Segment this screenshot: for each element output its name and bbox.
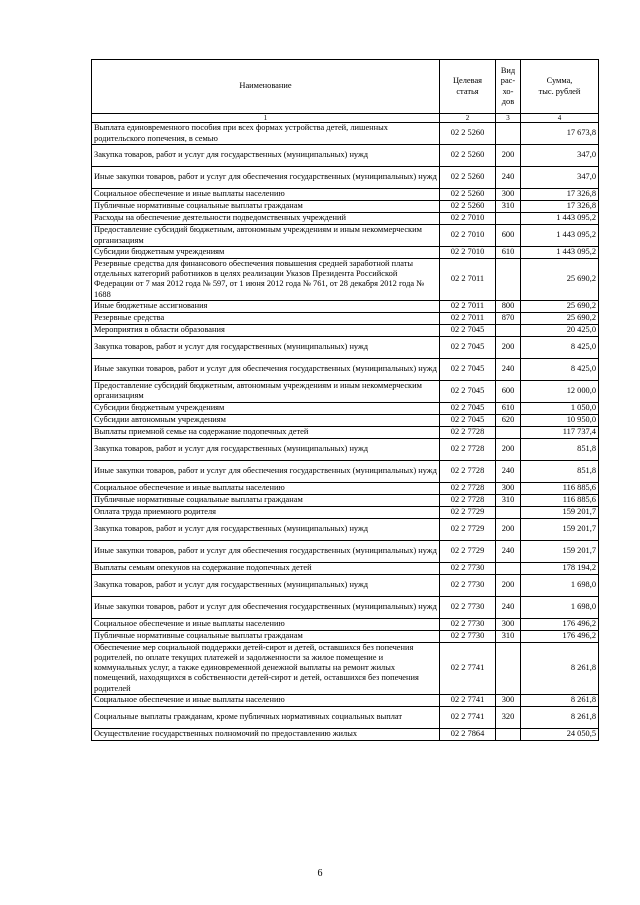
- row-vid: 320: [496, 706, 521, 728]
- row-name: Публичные нормативные социальные выплаты гражданам: [92, 630, 440, 642]
- row-code: 02 2 7045: [440, 336, 496, 358]
- row-name: Выплата единовременного пособия при всех формах устройства детей, лишенных родительского попечения, в семью: [92, 123, 440, 145]
- row-code: 02 2 7730: [440, 596, 496, 618]
- row-code: 02 2 7011: [440, 259, 496, 301]
- row-code: 02 2 7011: [440, 300, 496, 312]
- row-code: 02 2 7730: [440, 618, 496, 630]
- row-sum: 176 496,2: [521, 618, 599, 630]
- table-row: [92, 225, 599, 247]
- row-name: Субсидии автономным учреждениям: [92, 414, 440, 426]
- row-name: Социальное обеспечение и иные выплаты населению: [92, 482, 440, 494]
- column-number-row: [92, 114, 599, 123]
- table-row: [92, 336, 599, 358]
- row-sum: 12 000,0: [521, 380, 599, 402]
- table-row: [92, 426, 599, 438]
- row-name: Иные закупки товаров, работ и услуг для обеспечения государственных (муниципальных) нужд: [92, 596, 440, 618]
- row-code: 02 2 7730: [440, 562, 496, 574]
- row-sum: 159 201,7: [521, 540, 599, 562]
- table-row: [92, 618, 599, 630]
- table-row: [92, 259, 599, 301]
- row-name: Закупка товаров, работ и услуг для государственных (муниципальных) нужд: [92, 336, 440, 358]
- row-name: Расходы на обеспечение деятельности подведомственных учреждений: [92, 213, 440, 225]
- table-row: [92, 562, 599, 574]
- budget-table: [91, 59, 599, 741]
- row-code: 02 2 5260: [440, 189, 496, 201]
- table-row: [92, 123, 599, 145]
- row-name: Социальное обеспечение и иные выплаты населению: [92, 189, 440, 201]
- row-name: Оплата труда приемного родителя: [92, 506, 440, 518]
- row-vid: 870: [496, 312, 521, 324]
- row-name: Закупка товаров, работ и услуг для государственных (муниципальных) нужд: [92, 574, 440, 596]
- row-sum: 1 443 095,2: [521, 225, 599, 247]
- row-code: 02 2 7045: [440, 324, 496, 336]
- row-vid: 310: [496, 630, 521, 642]
- row-sum: 851,8: [521, 460, 599, 482]
- row-sum: 159 201,7: [521, 518, 599, 540]
- row-name: Предоставление субсидий бюджетным, автономным учреждениям и иным некоммерческим организациям: [92, 225, 440, 247]
- row-code: 02 2 7741: [440, 642, 496, 694]
- row-sum: 851,8: [521, 438, 599, 460]
- row-vid: 600: [496, 225, 521, 247]
- table-row: [92, 506, 599, 518]
- row-sum: 176 496,2: [521, 630, 599, 642]
- table-row: [92, 312, 599, 324]
- row-name: Выплаты семьям опекунов на содержание подопечных детей: [92, 562, 440, 574]
- row-vid: 310: [496, 494, 521, 506]
- row-sum: 116 885,6: [521, 494, 599, 506]
- row-vid: 240: [496, 460, 521, 482]
- row-sum: 17 326,8: [521, 189, 599, 201]
- row-name: Субсидии бюджетным учреждениям: [92, 402, 440, 414]
- row-vid: 200: [496, 574, 521, 596]
- table-row: [92, 324, 599, 336]
- row-sum: 10 950,0: [521, 414, 599, 426]
- row-name: Закупка товаров, работ и услуг для государственных (муниципальных) нужд: [92, 145, 440, 167]
- row-vid: [496, 426, 521, 438]
- row-name: Осуществление государственных полномочий по предоставлению жилых: [92, 728, 440, 740]
- row-vid: 240: [496, 540, 521, 562]
- table-row: [92, 247, 599, 259]
- row-name: Публичные нормативные социальные выплаты гражданам: [92, 201, 440, 213]
- row-sum: 1 443 095,2: [521, 213, 599, 225]
- row-vid: 300: [496, 482, 521, 494]
- row-sum: 25 690,2: [521, 312, 599, 324]
- row-vid: [496, 213, 521, 225]
- table-body: [92, 123, 599, 741]
- table-row: [92, 494, 599, 506]
- row-vid: 310: [496, 201, 521, 213]
- row-code: 02 2 7741: [440, 694, 496, 706]
- row-sum: 20 425,0: [521, 324, 599, 336]
- row-code: 02 2 7045: [440, 414, 496, 426]
- row-code: 02 2 7045: [440, 358, 496, 380]
- row-code: 02 2 5260: [440, 145, 496, 167]
- row-code: 02 2 7728: [440, 494, 496, 506]
- row-code: 02 2 5260: [440, 167, 496, 189]
- table-row: [92, 145, 599, 167]
- table-row: [92, 189, 599, 201]
- row-sum: 347,0: [521, 167, 599, 189]
- row-code: 02 2 7730: [440, 630, 496, 642]
- row-sum: 24 050,5: [521, 728, 599, 740]
- table-row: [92, 300, 599, 312]
- column-number: 4: [521, 114, 599, 123]
- row-vid: 610: [496, 402, 521, 414]
- row-code: 02 2 7011: [440, 312, 496, 324]
- row-vid: [496, 259, 521, 301]
- table-row: [92, 642, 599, 694]
- row-name: Субсидии бюджетным учреждениям: [92, 247, 440, 259]
- page-number: 6: [317, 868, 323, 879]
- row-name: Публичные нормативные социальные выплаты гражданам: [92, 494, 440, 506]
- header-code: Целевая статья: [440, 60, 496, 114]
- table-row: [92, 167, 599, 189]
- row-vid: 300: [496, 694, 521, 706]
- table-row: [92, 201, 599, 213]
- row-code: 02 2 7729: [440, 540, 496, 562]
- table-row: [92, 414, 599, 426]
- row-name: Иные закупки товаров, работ и услуг для обеспечения государственных (муниципальных) нужд: [92, 540, 440, 562]
- row-vid: 300: [496, 189, 521, 201]
- row-vid: 600: [496, 380, 521, 402]
- row-sum: 25 690,2: [521, 259, 599, 301]
- table-row: [92, 596, 599, 618]
- row-code: 02 2 7010: [440, 225, 496, 247]
- row-name: Закупка товаров, работ и услуг для государственных (муниципальных) нужд: [92, 518, 440, 540]
- row-vid: [496, 728, 521, 740]
- row-sum: 1 698,0: [521, 596, 599, 618]
- row-vid: 200: [496, 438, 521, 460]
- row-sum: 347,0: [521, 145, 599, 167]
- column-number: 3: [496, 114, 521, 123]
- table-row: [92, 694, 599, 706]
- table-row: [92, 706, 599, 728]
- row-name: Выплаты приемной семье на содержание подопечных детей: [92, 426, 440, 438]
- row-vid: 240: [496, 596, 521, 618]
- row-vid: [496, 506, 521, 518]
- row-vid: 240: [496, 358, 521, 380]
- row-name: Социальные выплаты гражданам, кроме публичных нормативных социальных выплат: [92, 706, 440, 728]
- row-name: Иные закупки товаров, работ и услуг для обеспечения государственных (муниципальных) нужд: [92, 167, 440, 189]
- row-code: 02 2 7728: [440, 426, 496, 438]
- table-row: [92, 358, 599, 380]
- table-row: [92, 380, 599, 402]
- row-sum: 1 443 095,2: [521, 247, 599, 259]
- table-row: [92, 402, 599, 414]
- row-sum: 17 326,8: [521, 201, 599, 213]
- row-name: Обеспечение мер социальной поддержки детей-сирот и детей, оставшихся без попечения родителей, по оплате текущих платежей и задолженности за жилое помещение и коммунальных услуг, а также единовременной денежной выплаты на ремонт жилых помещений, находящихся в собственности детей-сирот и детей, оставшихся без попечения родителей: [92, 642, 440, 694]
- row-vid: 800: [496, 300, 521, 312]
- table-row: [92, 482, 599, 494]
- row-sum: 8 261,8: [521, 694, 599, 706]
- row-name: Социальное обеспечение и иные выплаты населению: [92, 694, 440, 706]
- row-code: 02 2 7010: [440, 213, 496, 225]
- row-code: 02 2 7741: [440, 706, 496, 728]
- row-code: 02 2 7729: [440, 518, 496, 540]
- column-number: 1: [92, 114, 440, 123]
- row-vid: 200: [496, 336, 521, 358]
- row-name: Иные закупки товаров, работ и услуг для обеспечения государственных (муниципальных) нужд: [92, 358, 440, 380]
- row-code: 02 2 5260: [440, 201, 496, 213]
- row-sum: 17 673,8: [521, 123, 599, 145]
- row-code: 02 2 7864: [440, 728, 496, 740]
- table-row: [92, 574, 599, 596]
- row-code: 02 2 7045: [440, 402, 496, 414]
- row-sum: 8 261,8: [521, 642, 599, 694]
- table-row: [92, 728, 599, 740]
- row-code: 02 2 7045: [440, 380, 496, 402]
- row-name: Социальное обеспечение и иные выплаты населению: [92, 618, 440, 630]
- row-code: 02 2 7728: [440, 460, 496, 482]
- header-vid: Вид рас- хо- дов: [496, 60, 521, 114]
- row-sum: 1 698,0: [521, 574, 599, 596]
- row-vid: [496, 562, 521, 574]
- row-sum: 8 261,8: [521, 706, 599, 728]
- row-vid: [496, 642, 521, 694]
- table-row: [92, 460, 599, 482]
- row-code: 02 2 7010: [440, 247, 496, 259]
- row-sum: 178 194,2: [521, 562, 599, 574]
- row-code: 02 2 5260: [440, 123, 496, 145]
- row-name: Резервные средства: [92, 312, 440, 324]
- row-code: 02 2 7729: [440, 506, 496, 518]
- table-row: [92, 630, 599, 642]
- row-name: Резервные средства для финансового обеспечения повышения средней заработной платы отдельных категорий работников в целях реализации Указов Президента Российской Федерации от 7 мая 2012 года № 597, от 1 июня 2012 года № 761, от 28 декабря 2012 года № 1688: [92, 259, 440, 301]
- table-row: [92, 213, 599, 225]
- row-name: Иные бюджетные ассигнования: [92, 300, 440, 312]
- row-sum: 116 885,6: [521, 482, 599, 494]
- row-vid: [496, 123, 521, 145]
- table-row: [92, 540, 599, 562]
- row-sum: 1 050,0: [521, 402, 599, 414]
- row-sum: 159 201,7: [521, 506, 599, 518]
- row-vid: 300: [496, 618, 521, 630]
- header-sum: Сумма, тыс. рублей: [521, 60, 599, 114]
- row-name: Мероприятия в области образования: [92, 324, 440, 336]
- row-name: Закупка товаров, работ и услуг для государственных (муниципальных) нужд: [92, 438, 440, 460]
- row-code: 02 2 7728: [440, 482, 496, 494]
- row-sum: 25 690,2: [521, 300, 599, 312]
- row-vid: 200: [496, 518, 521, 540]
- row-vid: 200: [496, 145, 521, 167]
- table-row: [92, 518, 599, 540]
- row-sum: 117 737,4: [521, 426, 599, 438]
- row-name: Предоставление субсидий бюджетным, автономным учреждениям и иным некоммерческим организациям: [92, 380, 440, 402]
- row-sum: 8 425,0: [521, 336, 599, 358]
- row-name: Иные закупки товаров, работ и услуг для обеспечения государственных (муниципальных) нужд: [92, 460, 440, 482]
- row-vid: 620: [496, 414, 521, 426]
- row-vid: [496, 324, 521, 336]
- row-sum: 8 425,0: [521, 358, 599, 380]
- table-row: [92, 438, 599, 460]
- column-number: 2: [440, 114, 496, 123]
- row-vid: 610: [496, 247, 521, 259]
- row-code: 02 2 7730: [440, 574, 496, 596]
- row-vid: 240: [496, 167, 521, 189]
- header-name: Наименование: [92, 60, 440, 114]
- table-header-row: [92, 60, 599, 114]
- row-code: 02 2 7728: [440, 438, 496, 460]
